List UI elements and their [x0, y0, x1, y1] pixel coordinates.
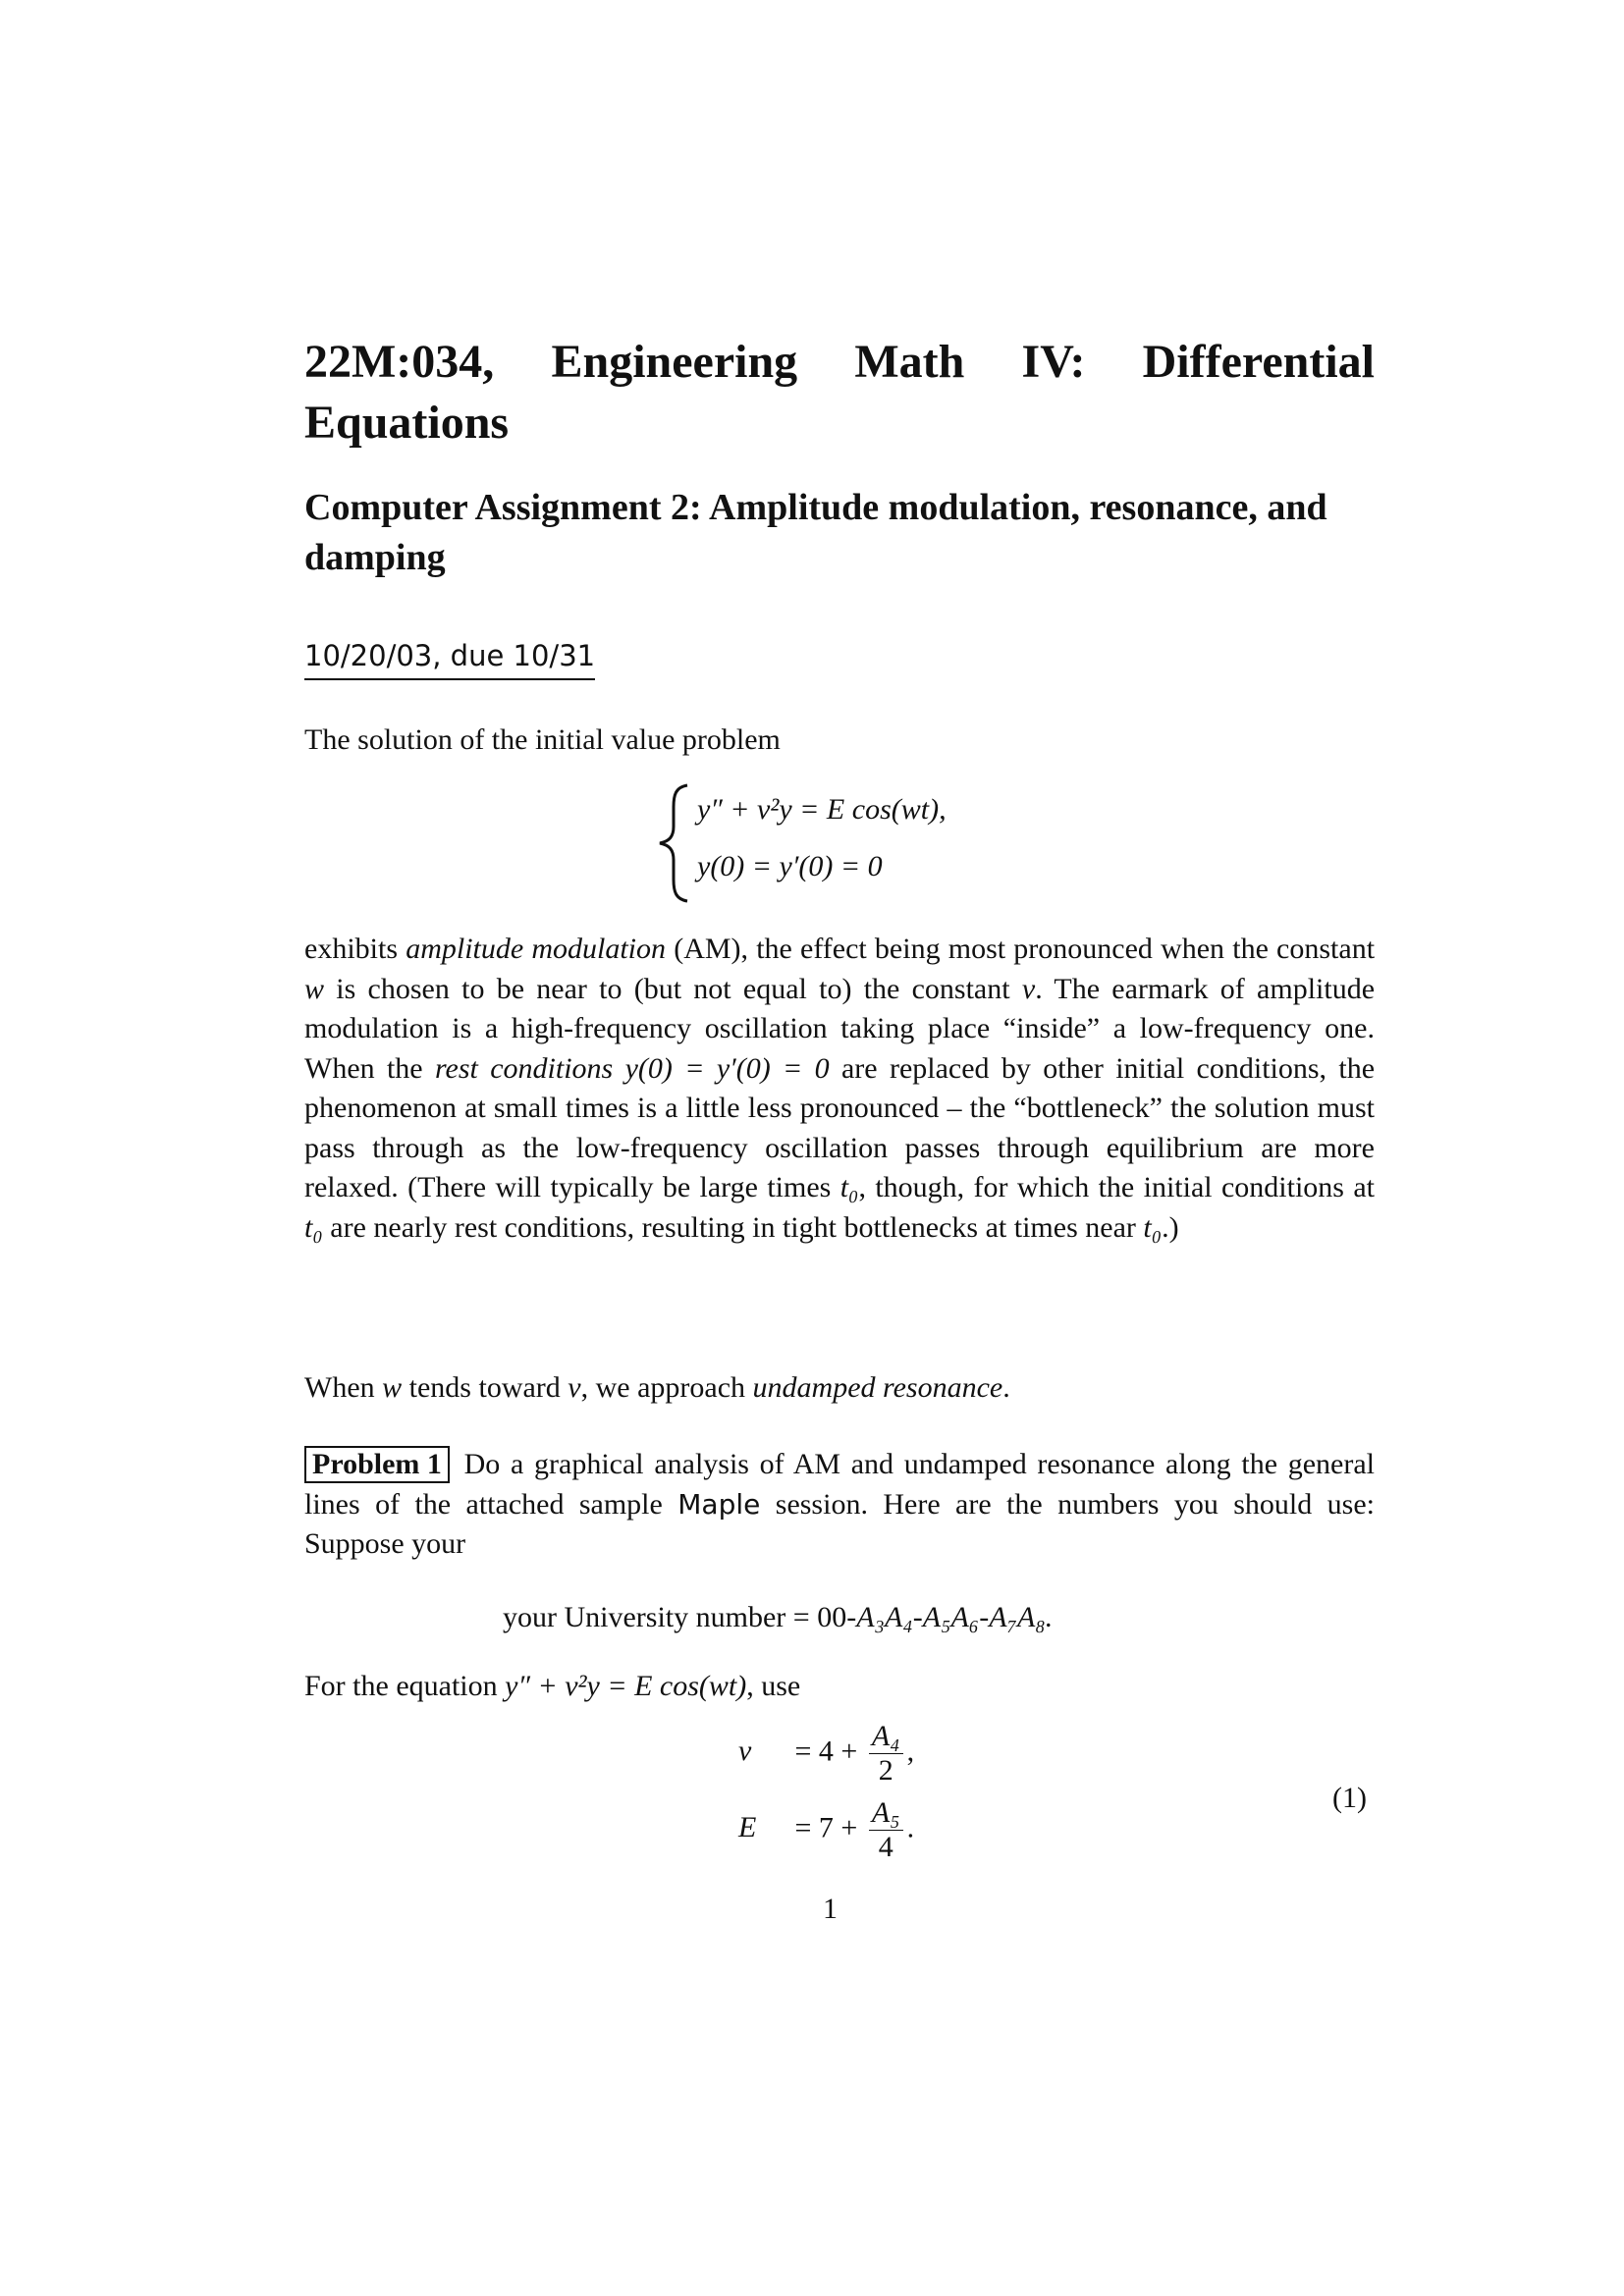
paragraph-am: exhibits amplitude modulation (AM), the effect being most pronounced when the constant w is chosen to be near to (but not equal to) the constant v. The earmark of amplitude modulation is a high-frequency oscillation taking place “inside” a low-frequency one. When the rest conditions y(0) = y′(0) = 0 are replaced by other initial conditions, the phenomenon at small times is a little less pronounced – the “bottleneck” the solution must pass through as the low-frequency oscillation passes through equilibrium are more relaxed. (There will typically be large times t₀, though, for which the initial conditions at t₀ are nearly rest conditions, resulting in tight bottlenecks at times near t₀.): [304, 933, 1376, 1244]
equation-v: v = 4 + $\frac{\text{A₄}}{2}$ ,: [738, 1720, 915, 1787]
left-brace-icon: [654, 781, 693, 905]
ivp-system: [654, 781, 1047, 905]
term-rest-conditions: rest conditions: [435, 1051, 614, 1085]
paragraph-resonance: When w tends toward v, we approach undamped resonance.: [304, 1371, 1010, 1404]
maple-name: Maple: [677, 1487, 761, 1521]
date-line: 10/20/03, due 10/31: [304, 639, 595, 680]
ivp-initial-conditions: y(0) = y′(0) = 0: [697, 850, 883, 882]
equation-e: E = 7 + $\frac{\text{A₅}}{4}$ .: [738, 1796, 915, 1863]
equation-number: (1): [1332, 1782, 1367, 1814]
document-subtitle: Computer Assignment 2: Amplitude modulation, resonance, and damping: [304, 487, 1327, 578]
page-number: 1: [823, 1893, 838, 1925]
intro-text: The solution of the initial value problem: [304, 723, 781, 756]
term-undamped-resonance: undamped resonance: [752, 1371, 1003, 1404]
document-title: 22M:034, Engineering Math IV: Differential Equations: [304, 336, 1375, 449]
for-equation-line: For the equation y″ + v²y = E cos(wt), use: [304, 1670, 801, 1702]
problem-1: Problem 1 Do a graphical analysis of AM and undamped resonance along the general lines of the attached sample Maple session. Here are the numbers you should use: Suppose your: [304, 1448, 1375, 1560]
university-number-line: your University number = 00-A₃A₄-A₅A₆-A₇A₈.: [503, 1601, 1054, 1633]
term-amplitude-modulation: amplitude modulation: [406, 933, 667, 965]
ivp-equation: y″ + v²y = E cos(wt),: [697, 793, 947, 826]
problem-label: Problem 1: [304, 1446, 450, 1483]
